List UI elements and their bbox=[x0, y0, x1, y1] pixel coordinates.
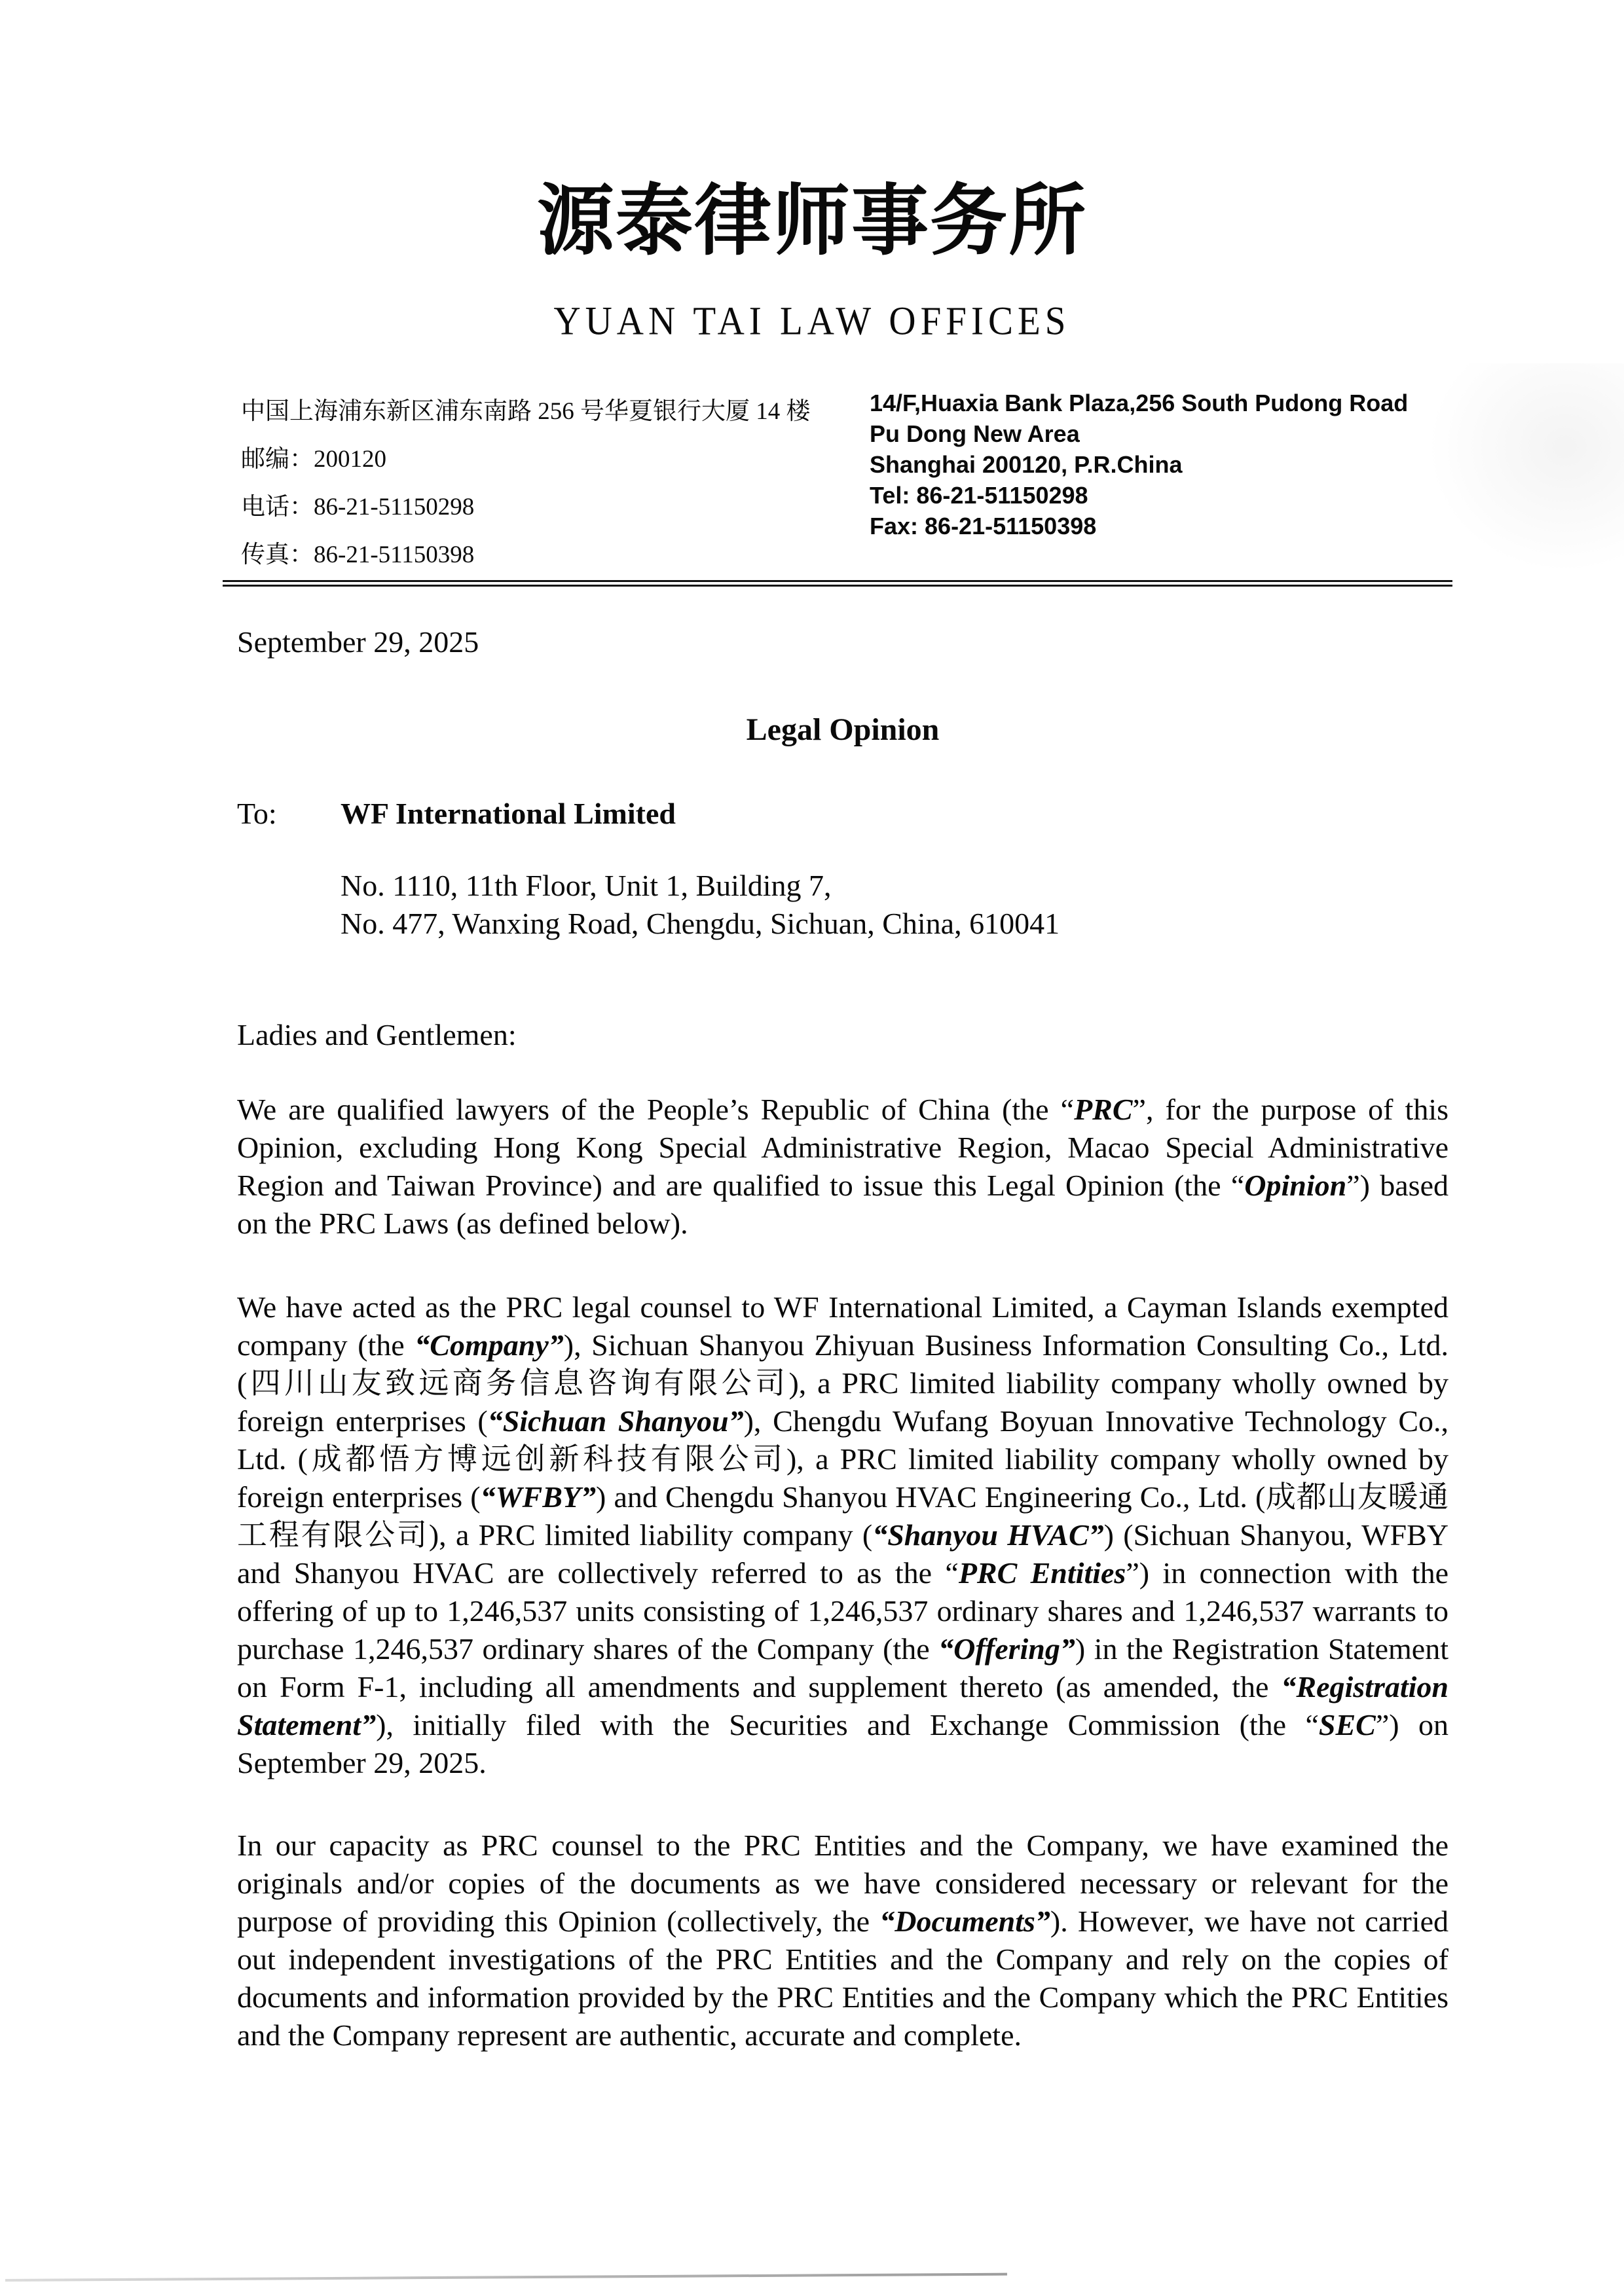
firm-address-chinese bbox=[241, 388, 870, 579]
letter-body bbox=[237, 623, 1449, 2054]
firm-name-english: YUAN TAI LAW OFFICES bbox=[553, 299, 1071, 344]
defined-term: “Company” bbox=[415, 1328, 564, 1362]
defined-term: “WFBY” bbox=[480, 1480, 597, 1514]
defined-term: “Shanyou HVAC” bbox=[872, 1518, 1104, 1552]
body-paragraph-qualification bbox=[237, 1091, 1449, 1243]
address-line-en: 14/F,Huaxia Bank Plaza,256 South Pudong Road bbox=[870, 390, 1409, 416]
body-text-run: ”) based on the PRC Laws (as defined below). bbox=[237, 1169, 1449, 1240]
fax-cn: 传真：86-21-51150398 bbox=[241, 541, 475, 568]
recipient-block bbox=[237, 795, 1449, 943]
defined-term: “Sichuan Shanyou” bbox=[487, 1404, 744, 1438]
phone-cn: 电话：86-21-51150298 bbox=[241, 494, 475, 520]
scan-artifact-line bbox=[5, 2273, 1007, 2282]
phone-en: Tel: 86-21-51150298 bbox=[870, 482, 1088, 509]
defined-term: “Offering” bbox=[938, 1632, 1075, 1666]
recipient-address-line: No. 477, Wanxing Road, Chengdu, Sichuan, China, 610041 bbox=[341, 907, 1060, 940]
body-paragraph-examination bbox=[237, 1827, 1449, 2054]
address-line-en: Pu Dong New Area bbox=[870, 420, 1080, 447]
to-label: To: bbox=[237, 797, 277, 830]
salutation: Ladies and Gentlemen: bbox=[237, 1018, 517, 1051]
defined-term: “Registration Statement” bbox=[237, 1670, 1449, 1741]
body-text-run: In our capacity as PRC counsel to the PRC Entities and the Company, we have examined the originals and/or copies of the documents as we have considered necessary or relevant for the purpose of providing this Opinion (collectively, the bbox=[237, 1829, 1449, 1938]
letterhead bbox=[0, 0, 1624, 587]
scan-artifact bbox=[1428, 363, 1624, 573]
letterhead-divider bbox=[223, 580, 1452, 587]
defined-term: Opinion bbox=[1244, 1169, 1347, 1202]
body-text-run: ). However, we have not carried out independent investigations of the PRC Entities and the Company and rely on the copies of documents and information provided by the PRC Entities and the Company which the PRC Entities and the Company represent are authentic, accurate and complete. bbox=[237, 1904, 1449, 2052]
body-text-run: ) (Sichuan Shanyou, WFBY and Shanyou HVAC are collectively referred to as the “ bbox=[237, 1518, 1449, 1590]
recipient-name: WF International Limited bbox=[341, 797, 676, 830]
firm-address-english bbox=[870, 388, 1450, 579]
letterhead-addresses bbox=[241, 388, 1450, 579]
address-line-cn: 中国上海浦东新区浦东南路 256 号华夏银行大厦 14 楼 bbox=[241, 398, 811, 425]
body-text-run: ) in the Registration Statement on Form F-1, including all amendments and supplement thereto (as amended, the bbox=[237, 1632, 1449, 1704]
body-text-run: ”) on September 29, 2025. bbox=[237, 1708, 1449, 1779]
fax-en: Fax: 86-21-51150398 bbox=[870, 513, 1097, 539]
body-text-run: We are qualified lawyers of the People’s Republic of China (the “ bbox=[237, 1093, 1075, 1126]
defined-term: SEC bbox=[1318, 1708, 1376, 1741]
body-text-run: ), Sichuan Shanyou Zhiyuan Business Information Consulting Co., Ltd. (四川山友致远商务信息咨询有限公司), a PRC limited liability company wholly owned by foreign enterprises ( bbox=[237, 1328, 1449, 1438]
body-text-run: ), initially filed with the Securities and Exchange Commission (the “ bbox=[376, 1708, 1319, 1741]
recipient-address bbox=[341, 867, 1449, 943]
body-text-run: ”, for the purpose of this Opinion, excluding Hong Kong Special Administrative Region, Macao Special Administrative Region and Taiwan Province) and are qualified to issue this Legal Opinion (the “ bbox=[237, 1093, 1449, 1202]
postal-code-cn: 邮编：200120 bbox=[241, 446, 386, 473]
defined-term: PRC Entities bbox=[958, 1556, 1126, 1590]
address-line-en: Shanghai 200120, P.R.China bbox=[870, 451, 1183, 478]
document-title: Legal Opinion bbox=[746, 712, 940, 747]
body-text-run: ), Chengdu Wufang Boyuan Innovative Technology Co., Ltd. (成都悟方博远创新科技有限公司), a PRC limited liability company wholly owned by foreign enterprises ( bbox=[237, 1404, 1449, 1514]
firm-name-chinese: 源泰律师事务所 bbox=[536, 179, 1087, 264]
body-paragraph-engagement bbox=[237, 1288, 1449, 1782]
defined-term: “Documents” bbox=[879, 1904, 1050, 1938]
defined-term: PRC bbox=[1074, 1093, 1133, 1126]
body-text-run: We have acted as the PRC legal counsel to WF International Limited, a Cayman Islands exempted company (the bbox=[237, 1290, 1449, 1362]
letter-date: September 29, 2025 bbox=[237, 625, 479, 659]
recipient-address-line: No. 1110, 11th Floor, Unit 1, Building 7, bbox=[341, 869, 832, 902]
body-text-run: ”) in connection with the offering of up to 1,246,537 units consisting of 1,246,537 ordinary shares and 1,246,537 warrants to purchase 1,246,537 ordinary shares of the Company (the bbox=[237, 1556, 1449, 1666]
recipient-row bbox=[237, 795, 1449, 833]
body-text-run: ) and Chengdu Shanyou HVAC Engineering Co., Ltd. (成都山友暖通工程有限公司), a PRC limited liability company ( bbox=[237, 1480, 1449, 1552]
